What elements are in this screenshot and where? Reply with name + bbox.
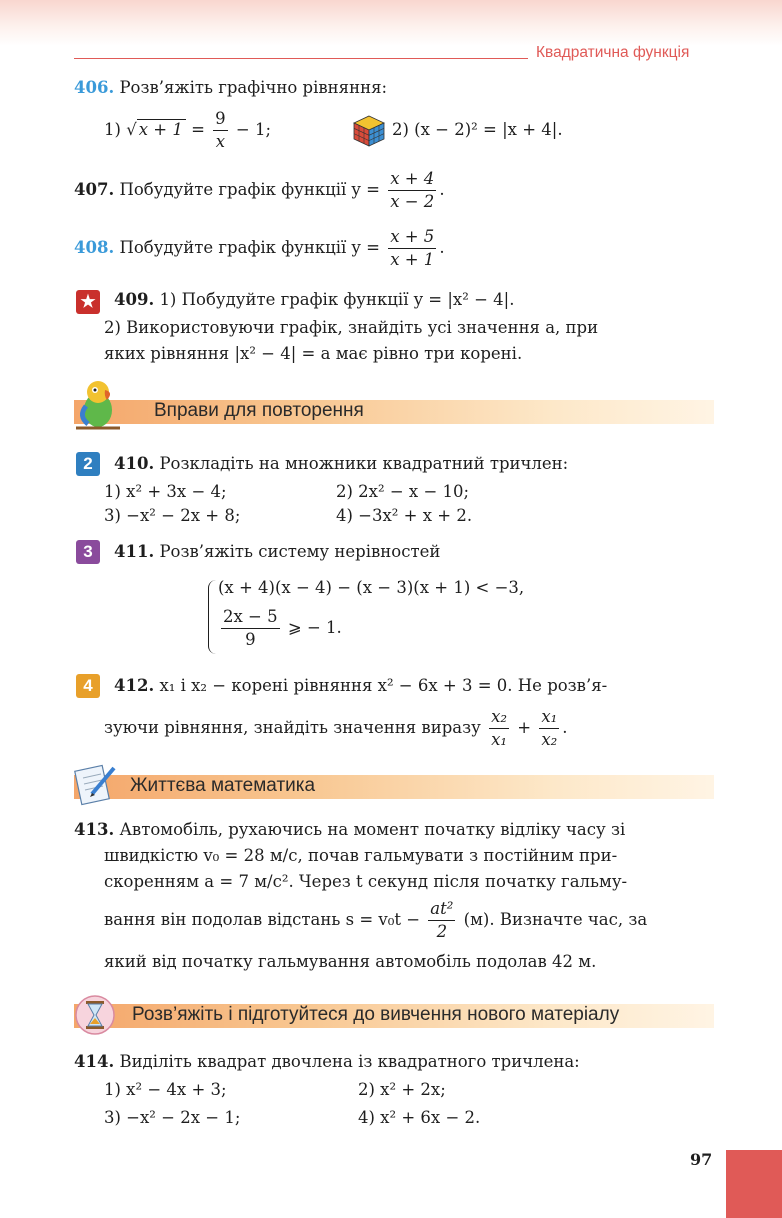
exercise-text: Розв’яжіть графічно рівняння: [119,78,388,97]
level-badge-3: 3 [76,540,100,564]
exercise-409-line2: 2) Використовуючи графік, знайдіть усі значення a, при [104,318,599,337]
fraction [489,706,509,751]
section-title-review: Вправи для повторення [154,400,364,421]
exercise-409 [114,288,514,312]
fraction [388,226,436,271]
level-badge-4: 4 [76,674,100,698]
exercise-text: Розв’яжіть систему нерівностей [159,542,441,561]
fraction [428,898,455,943]
numerator: 9 [215,109,226,128]
exercise-413 [74,818,625,842]
exercise-number: 414. [74,1052,115,1071]
exercise-413-line3: скоренням a = 7 м/с². Через t секунд після початку гальму- [104,872,628,891]
exercise-410 [114,452,568,476]
exercise-text: (м). Визначте час, за [463,910,648,929]
exercise-number: 412. [114,676,155,695]
denominator: x + 1 [390,250,435,269]
exercise-413-line2: швидкістю v₀ = 28 м/с, почав гальмувати з постійним при- [104,846,618,865]
exercise-text: Автомобіль, рухаючись на момент початку відліку часу зі [119,820,626,839]
exercise-text: 1) Побудуйте графік функції y = |x² − 4|. [159,290,515,309]
fraction [539,706,559,751]
item-414-2: 2) x² + 2x; [358,1080,446,1099]
equation-406-2: 2) (x − 2)² = |x + 4|. [392,120,563,139]
top-gradient [0,0,782,46]
exercise-409-line3: яких рівняння |x² − 4| = a має рівно три корені. [104,344,523,363]
system-brace [208,580,217,654]
exercise-411 [114,540,440,564]
denominator: 2 [428,920,455,943]
exercise-text: Виділіть квадрат двочлена із квадратного тричлена: [119,1052,580,1071]
item-410-2: 2) 2x² − x − 10; [336,482,470,501]
numerator: x₁ [541,707,558,726]
exercise-413-line5: який від початку гальмування автомобіль подолав 42 м. [104,952,597,971]
star-badge-icon: ★ [76,290,100,314]
denominator: x₁ [491,730,507,749]
exercise-text: x₁ і x₂ − корені рівняння x² − 6x + 3 = 0. Не розв’я- [159,676,608,695]
numerator: x + 5 [390,227,435,246]
exercise-number: 410. [114,454,155,473]
exercise-407 [74,168,445,213]
exercise-406 [74,76,387,100]
item-414-1: 1) x² − 4x + 3; [104,1080,227,1099]
period: . [562,718,568,737]
exercise-number: 409. [114,290,155,309]
equation-406-1 [104,108,271,153]
exercise-412-line2 [104,706,568,751]
numerator: 2x − 5 [223,607,278,626]
system-line-2 [218,606,342,651]
item-414-3: 3) −x² − 2x − 1; [104,1108,241,1127]
exercise-408 [74,226,445,271]
sqrt-sign: √ [126,120,137,139]
fraction [221,606,280,651]
numerator: x₂ [491,707,507,726]
exercise-414 [74,1050,580,1074]
denominator: x [213,130,228,153]
system-line-1: (x + 4)(x − 4) − (x − 3)(x + 1) < −3, [218,578,525,597]
level-badge-2: 2 [76,452,100,476]
exercise-number: 407. [74,180,115,199]
item-label: 1) [104,120,127,139]
item-410-4: 4) −3x² + x + 2. [336,506,473,525]
parrot-icon [74,376,124,432]
exercise-number: 411. [114,542,155,561]
item-410-3: 3) −x² − 2x + 8; [104,506,241,525]
plus-sign: + [517,718,532,737]
exercise-413-line4 [104,898,647,943]
equation-tail: − 1; [230,120,272,139]
hourglass-icon [74,994,116,1036]
section-header: Квадратична функція [536,44,690,61]
equals: = [185,120,211,139]
period: . [439,180,445,199]
notepad-pencil-icon [74,760,120,806]
radicand: x + 1 [137,119,186,139]
exercise-number: 413. [74,820,115,839]
exercise-text: Побудуйте графік функції y = [119,238,386,257]
exercise-412 [114,674,607,698]
rubiks-cube-icon [352,114,386,148]
page-number: 97 [690,1150,713,1169]
item-414-4: 4) x² + 6x − 2. [358,1108,481,1127]
exercise-number: 406. [74,78,115,97]
exercise-text: Побудуйте графік функції y = [119,180,386,199]
item-410-1: 1) x² + 3x − 4; [104,482,227,501]
fraction [388,168,436,213]
exercise-text: Розкладіть на множники квадратний тричлен: [159,454,569,473]
inequality-tail: ⩾ − 1. [287,618,342,637]
fraction [213,108,228,153]
numerator: x + 4 [390,169,435,188]
exercise-text: вання він подолав відстань s = v₀t − [104,910,426,929]
period: . [439,238,445,257]
exercise-text: зуючи рівняння, знайдіть значення виразу [104,718,481,737]
section-title-prepare: Розв’яжіть і підготуйтеся до вивчення нового матеріалу [132,1004,620,1025]
numerator: at² [430,899,454,918]
section-title-life-math: Життєва математика [130,775,316,796]
denominator: x₂ [541,730,558,749]
denominator: x − 2 [390,192,435,211]
denominator: 9 [221,628,280,651]
exercise-number: 408. [74,238,115,257]
header-rule [74,58,528,59]
page-corner-tab [726,1150,782,1218]
